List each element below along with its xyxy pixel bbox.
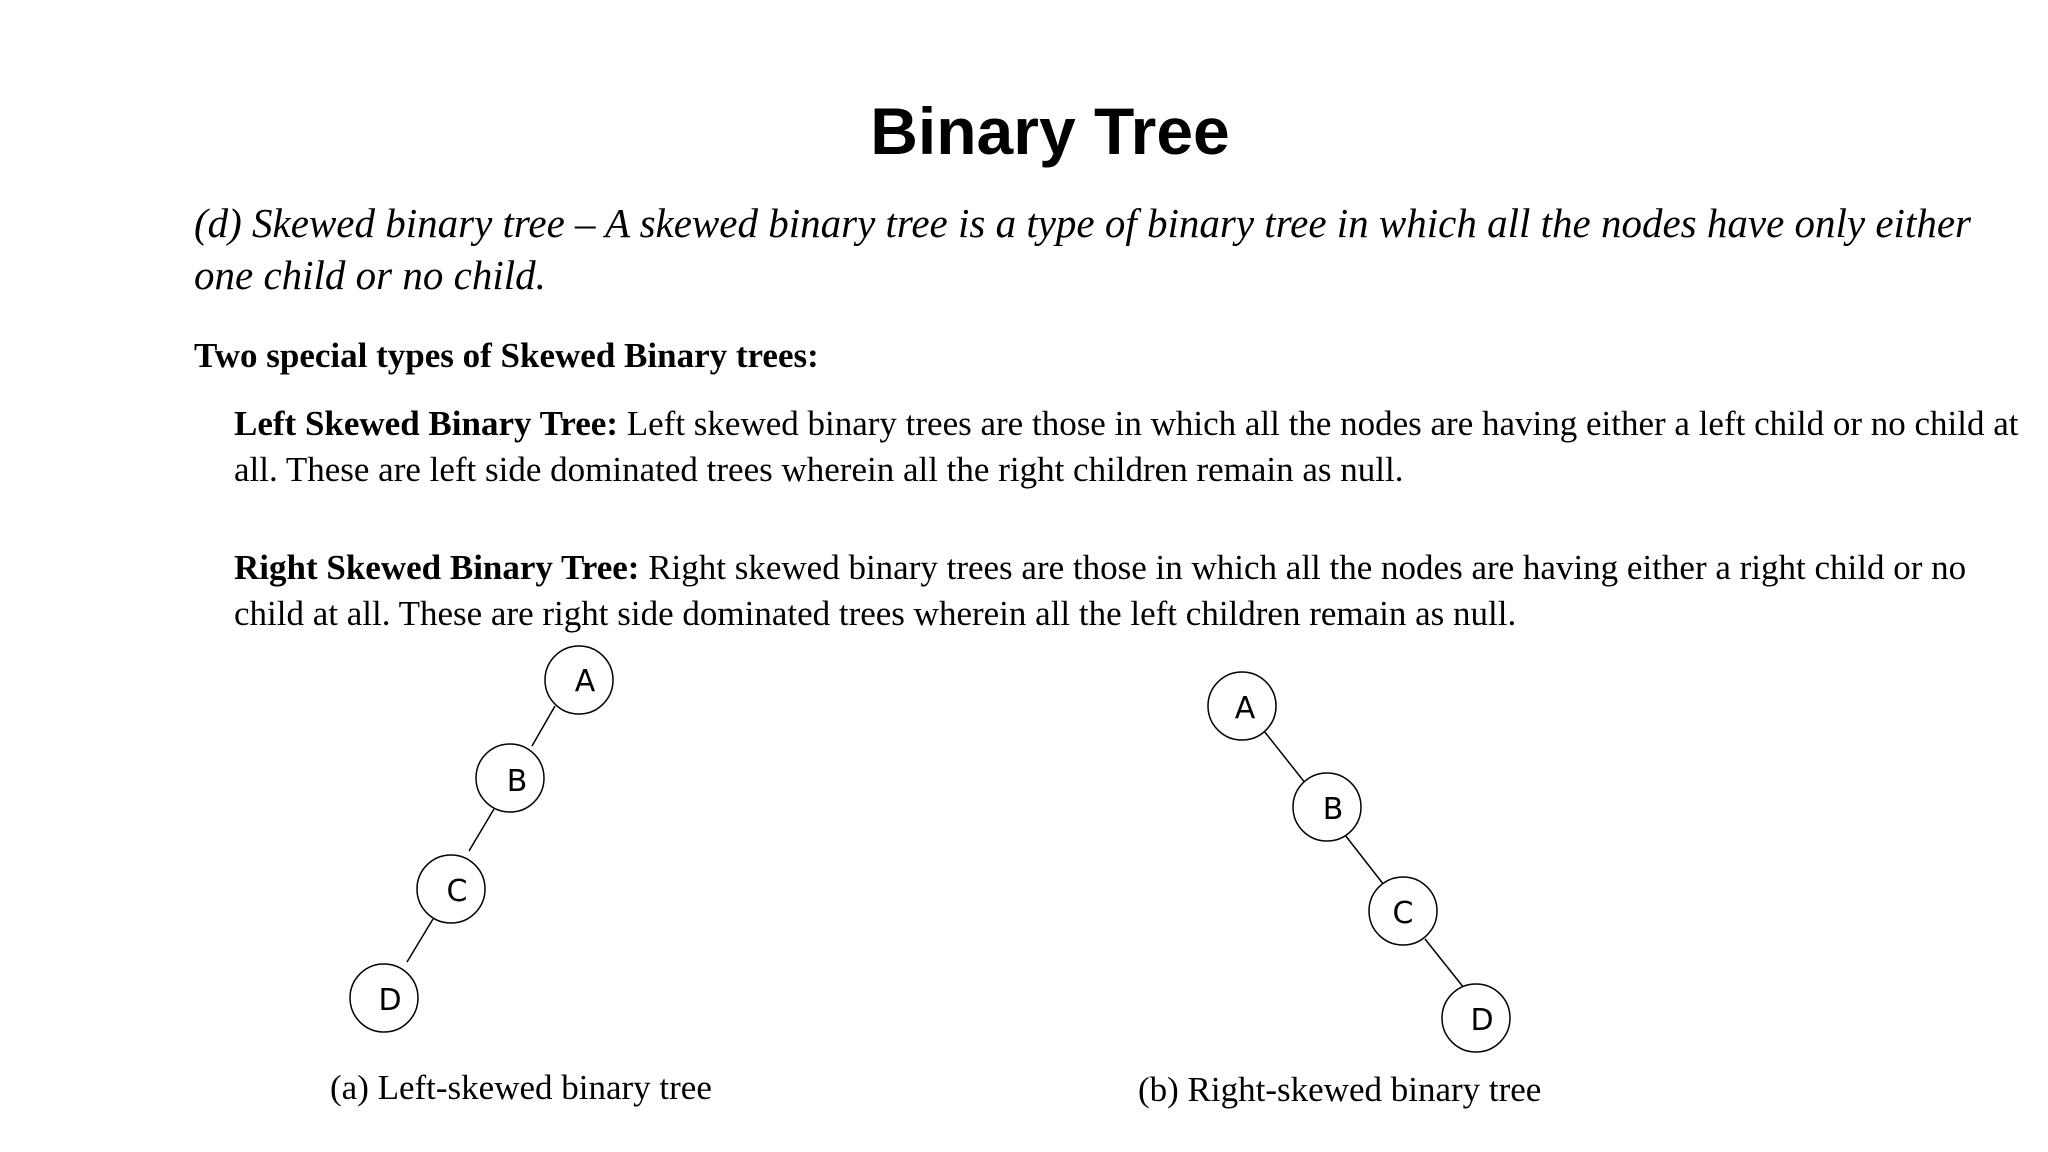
left-skewed-labels	[378, 664, 595, 1018]
node-d-label: D	[378, 983, 402, 1018]
left-tree-caption: (a) Left-skewed binary tree	[330, 1068, 712, 1107]
node-b-label: B	[506, 764, 528, 799]
left-skewed-text: Left skewed binary trees are those in which all the nodes are having either a left child or no child at all. These are left side dominated trees wherein all the right children remain as null.	[234, 404, 2019, 489]
slide-title: Binary Tree	[870, 94, 1230, 168]
edge-c-d	[407, 919, 433, 962]
node-c-label: C	[446, 874, 468, 909]
right-tree-caption: (b) Right-skewed binary tree	[1138, 1070, 1542, 1109]
edge-c-d	[1425, 939, 1464, 988]
left-skewed-tree	[350, 646, 613, 1032]
edge-b-c	[1345, 835, 1384, 885]
edge-a-b	[532, 706, 555, 746]
right-skewed-term: Right Skewed Binary Tree:	[234, 548, 640, 587]
edge-a-b	[1264, 731, 1306, 784]
left-skewed-term: Left Skewed Binary Tree:	[234, 404, 618, 443]
node-b-label: B	[1322, 792, 1344, 827]
skewed-tree-definition: (d) Skewed binary tree – A skewed binary tree is a type of binary tree in which all the nodes have only either one child or no child.	[194, 200, 1971, 298]
node-c-label: C	[1392, 896, 1414, 931]
right-skewed-text: Right skewed binary trees are those in which all the nodes are having either a right child or no child at all. These are right side dominated trees wherein all the left children remain as null.	[234, 548, 1967, 633]
node-a-label: A	[574, 664, 596, 699]
edge-b-c	[469, 809, 494, 851]
node-a-label: A	[1234, 691, 1256, 726]
right-skewed-tree	[1208, 672, 1510, 1052]
node-d-label: D	[1470, 1003, 1494, 1038]
special-types-heading: Two special types of Skewed Binary trees:	[194, 336, 819, 375]
